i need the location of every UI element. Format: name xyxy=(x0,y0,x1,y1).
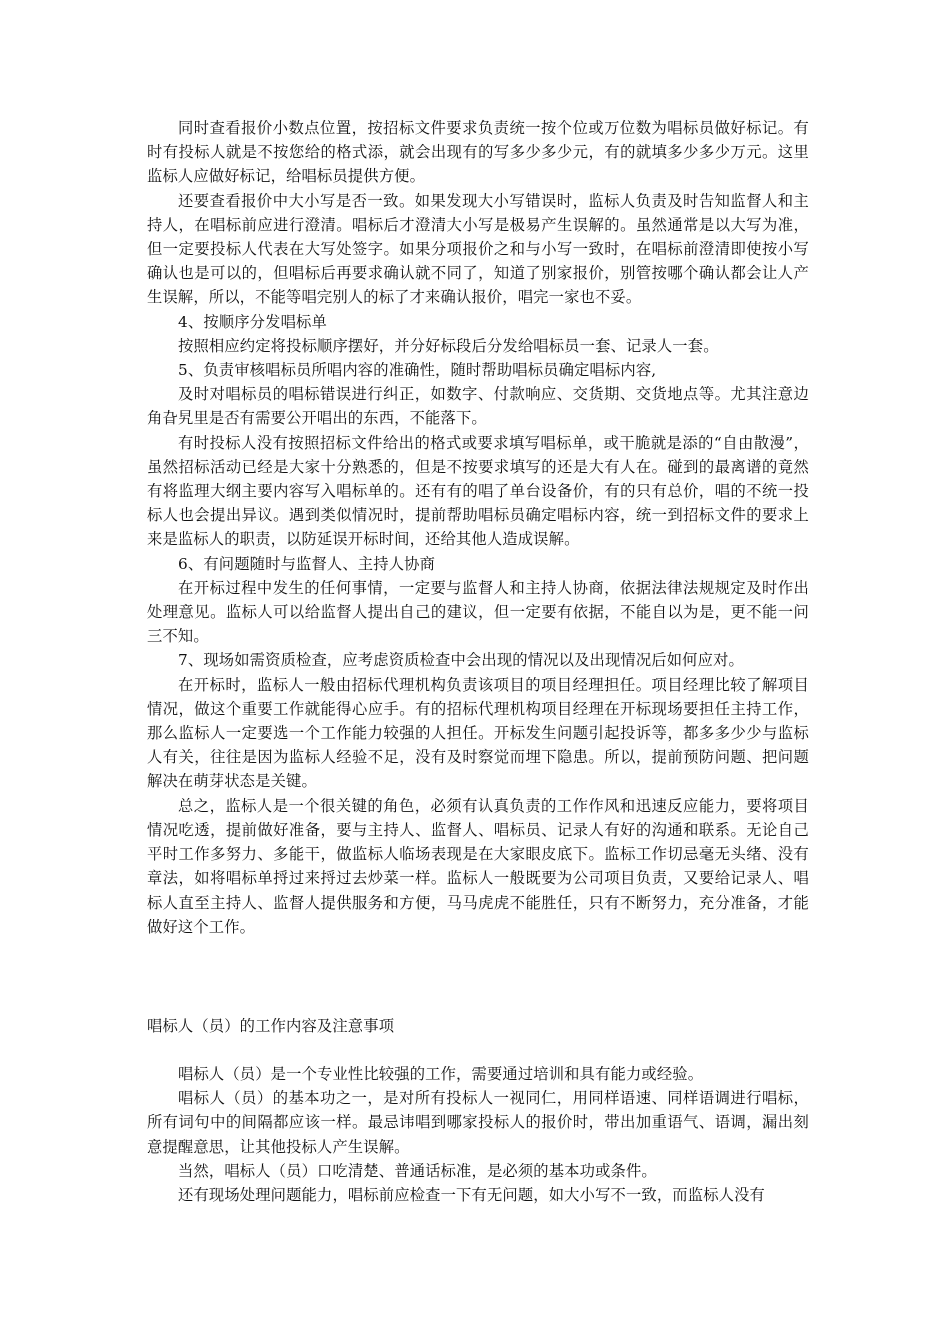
item-4-heading: 4、按顺序分发唱标单 xyxy=(178,312,327,331)
section-title: 唱标人（员）的工作内容及注意事项 xyxy=(147,1017,395,1035)
paragraph-case-consistency: 还要查看报价中大小写是否一致。如果发现大小写错误时，监标人负责及时告知监督人和主持人，在唱标前应进行澄清。唱标后才澄清大小写是极易产生误解的。虽然通常是以大写为准，但一定要投标人代表在大写处签字。如果分项报价之和与小写一致时，在唱标前澄清即使按小写确认也是可以的，但唱标后再要求确认就不同了，知道了别家报价，别管按哪个确认都会让人产生误解，所以，不能等唱完别人的标了才来确认报价，唱完一家也不妥。 xyxy=(147,191,809,307)
item-7-heading: 7、现场如需资质检查，应考虑资质检查中会出现的情况以及出现情况后如何应对。 xyxy=(178,651,744,670)
paragraph-consult-supervisor: 在开标过程中发生的任何事情，一定要与监督人和主持人协商，依据法律法规规定及时作出处理意见。监标人可以给监督人提出自己的建议，但一定要有依据，不能自以为是，更不能一问三不知。 xyxy=(147,578,809,646)
paragraph-summary: 总之，监标人是一个很关键的角色，必须有认真负责的工作作风和迅速反应能力，要将项目情况吃透，提前做好准备，要与主持人、监督人、唱标员、记录人有好的沟通和联系。无论自己平时工作多努力、多能干，做监标人临场表现是在大家眼皮底下。监标工作切忌毫无头绪、没有章法，如将唱标单捋过来捋过去炒菜一样。监标人一般既要为公司项目负责，又要给记录人、唱标人直至主持人、监督人提供服务和方便，马马虎虎不能胜任，只有不断努力，充分准备，才能做好这个工作。 xyxy=(147,796,809,936)
paragraph-nonstandard-forms: 有时投标人没有按照招标文件给出的格式或要求填写唱标单，或干脆就是添的“自由散漫”，虽然招标活动已经是大家十分熟悉的，但是不按要求填写的还是大有人在。碰到的最离谱的竟然有将监理大纲主要内容写入唱标单的。还有有的唱了单台设备价，有的只有总价，唱的不统一投标人也会提出异议。遇到类似情况时，提前帮助唱标员确定唱标内容，统一到招标文件的要求上来是监标人的职责，以防延误开标时间，还给其他人造成误解。 xyxy=(147,433,809,549)
section-monitor-duties xyxy=(147,116,809,939)
item-6-heading: 6、有问题随时与监督人、主持人协商 xyxy=(178,554,436,573)
paragraph-announcer-intro: 唱标人（员）是一个专业性比较强的工作，需要通过培训和具有能力或经验。 xyxy=(178,1065,704,1083)
item-5-heading: 5、负责审核唱标员所唱内容的准确性，随时帮助唱标员确定唱标内容, xyxy=(178,361,657,380)
paragraph-announcer-speech: 当然，唱标人（员）口吃清楚、普通话标准，是必须的基本功或条件。 xyxy=(178,1161,657,1180)
paragraph-decimal-position: 同时查看报价小数点位置，按招标文件要求负责统一按个位或万位数为唱标员做好标记。有时有投标人就是不按您给的格式添，就会出现有的写多少多少元，有的就填多少多少万元。这里监标人应做好标记，给唱标员提供方便。 xyxy=(147,119,809,186)
paragraph-distribute-sheets: 按照相应约定将投标顺序摆好，并分好标段后分发给唱标员一套、记录人一套。 xyxy=(178,336,719,355)
paragraph-announcer-basics: 唱标人（员）的基本功之一，是对所有投标人一视同仁，用同样语速、同样语调进行唱标，所有词句中的间隔都应该一样。最忌讳唱到哪家投标人的报价时，带出加重语气、语调，漏出刻意提醒意思，让其他投标人产生误解。 xyxy=(147,1089,809,1156)
paragraph-correct-errors: 及时对唱标员的唱标错误进行纠正，如数字、付款响应、交货期、交货地点等。尤其注意边角旮旯里是否有需要公开唱出的东西，不能落下。 xyxy=(147,385,809,428)
paragraph-announcer-onsite: 还有现场处理问题能力，唱标前应检查一下有无问题，如大小写不一致，而监标人没有 xyxy=(178,1186,765,1205)
paragraph-project-manager: 在开标时，监标人一般由招标代理机构负责该项目的项目经理担任。项目经理比较了解项目情况，做这个重要工作就能得心应手。有的招标代理机构项目经理在开标现场要担任主持工作，那么监标人一定要选一个工作能力较强的人担任。开标发生问题引起投诉等，都多多少少与监标人有关，往往是因为监标人经验不足，没有及时察觉而埋下隐患。所以，提前预防问题、把问题解决在萌芽状态是关键。 xyxy=(147,675,809,791)
section-announcer-duties xyxy=(147,1062,809,1207)
